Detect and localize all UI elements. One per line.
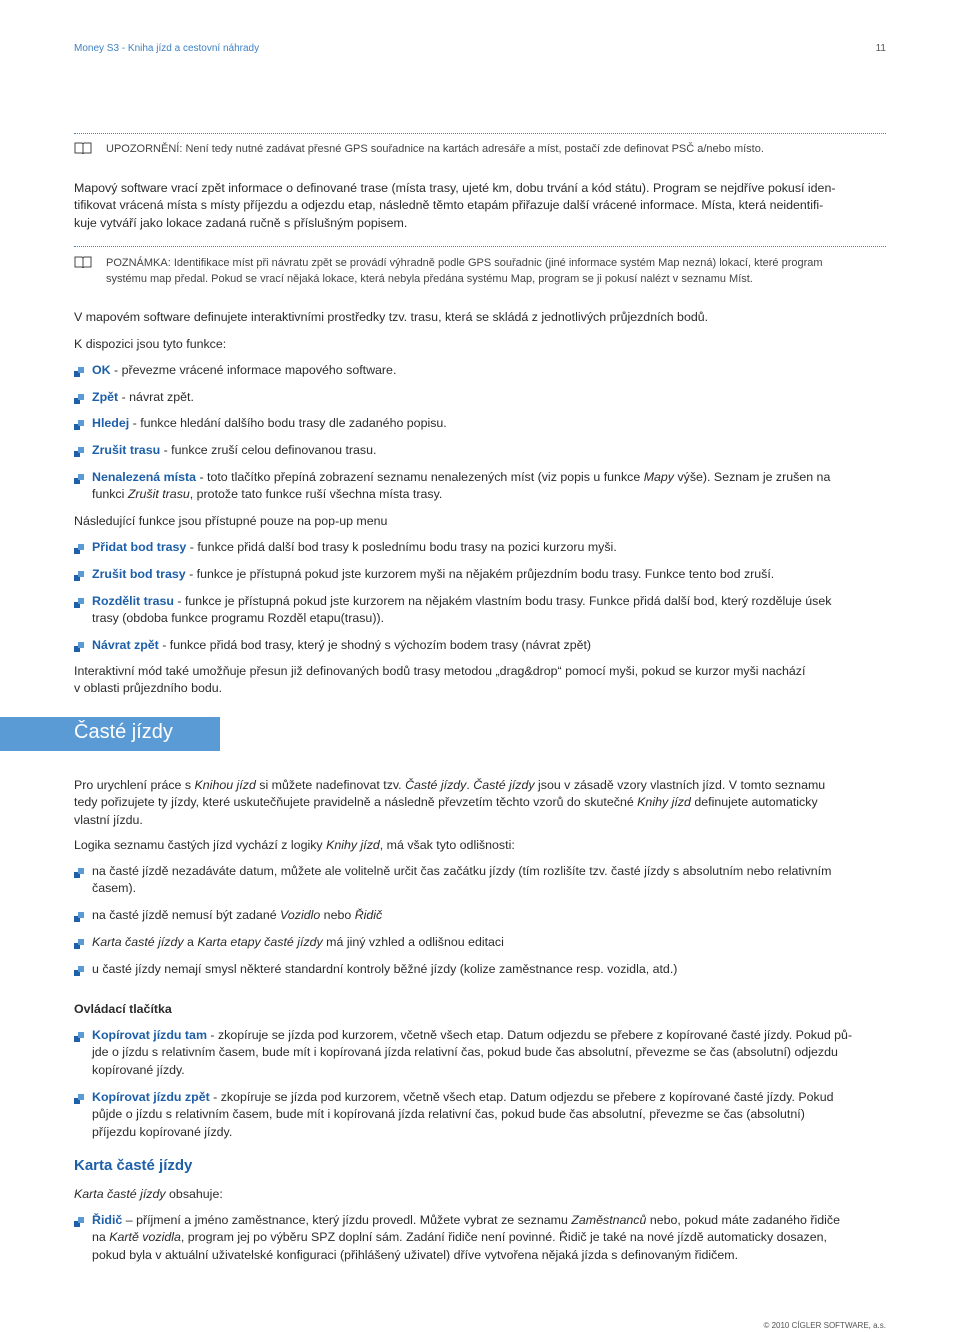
paragraph-drag-drop: Interaktivní mód také umožňuje přesun již definovaných bodů trasy metodou „drag&drop“ pomocí myši, pokud se kurzor myši nachází v oblasti průjezdního bodu. [74,664,806,696]
paragraph-logic: Logika seznamu častých jízd vychází z logiky Knihy jízd, má však tyto odlišnosti: [74,838,515,852]
bullet-icon [74,447,84,457]
warning-note-text: UPOZORNĚNÍ: Není tedy nutné zadávat přesné GPS souřadnice na kartách adresáře a míst, postačí zde definovat PSČ a/nebo místo. [106,143,764,155]
bullet-icon [74,420,84,430]
bullet-icon [74,571,84,581]
bullet-icon [74,598,84,608]
paragraph-map-software: Mapový software vrací zpět informace o definované trase (místa trasy, ujeté km, dobu trvání a kód státu). Program se nejdříve pokusí iden- tifikovat vrácená místa s místy příjezdu a odjezdu etap, následně těmto etapám přiřazuje další vrácené informace. Místa, která neidentifi- kuje vytváří jako lokace zadaná ručně s příslušným popisem. [74,181,836,230]
section-title: Časté jízdy [74,721,173,743]
footer-copyright: © 2010 CÍGLER SOFTWARE, a.s. [763,1321,886,1330]
paragraph-interactive: V mapovém software definujete interaktivními prostředky tzv. trasu, která se skládá z jednotlivých průjezdních bodů. [74,310,709,324]
book-icon [74,142,92,154]
bullet-icon [74,394,84,404]
bullet-icon [74,939,84,949]
bullet-icon [74,912,84,922]
bullet-icon [74,868,84,878]
bullet-icon [74,966,84,976]
document-title: Money S3 - Kniha jízd a cestovní náhrady [74,43,260,54]
bullet-icon [74,1032,84,1042]
page-number: 11 [875,43,886,54]
divider [74,133,886,134]
bullet-icon [74,367,84,377]
paragraph-popup-intro: Následující funkce jsou přístupné pouze na pop-up menu [74,514,388,528]
paragraph-card-intro: Karta časté jízdy obsahuje: [74,1187,223,1201]
paragraph-intro: Pro urychlení práce s Knihou jízd si můžete nadefinovat tzv. Časté jízdy. Časté jízdy jsou v zásadě vzory vlastních jízd. V tomto seznamu tedy pořizujete ty jízdy, které uskutečňujete pravidelně a následně převzetím těchto vzorů do skutečné Knihy jízd definujete automaticky vlastní jízdu. [74,778,826,827]
bullet-icon [74,1217,84,1227]
section-heading [0,717,220,751]
bullet-icon [74,642,84,652]
controls-heading: Ovládací tlačítka [74,1002,172,1016]
page-header [74,43,886,59]
bullet-icon [74,544,84,554]
paragraph-functions-intro: K dispozici jsou tyto funkce: [74,337,227,351]
bullet-icon [74,1094,84,1104]
bullet-icon [74,474,84,484]
divider [74,246,886,247]
card-heading: Karta časté jízdy [74,1157,193,1174]
book-icon [74,256,92,268]
